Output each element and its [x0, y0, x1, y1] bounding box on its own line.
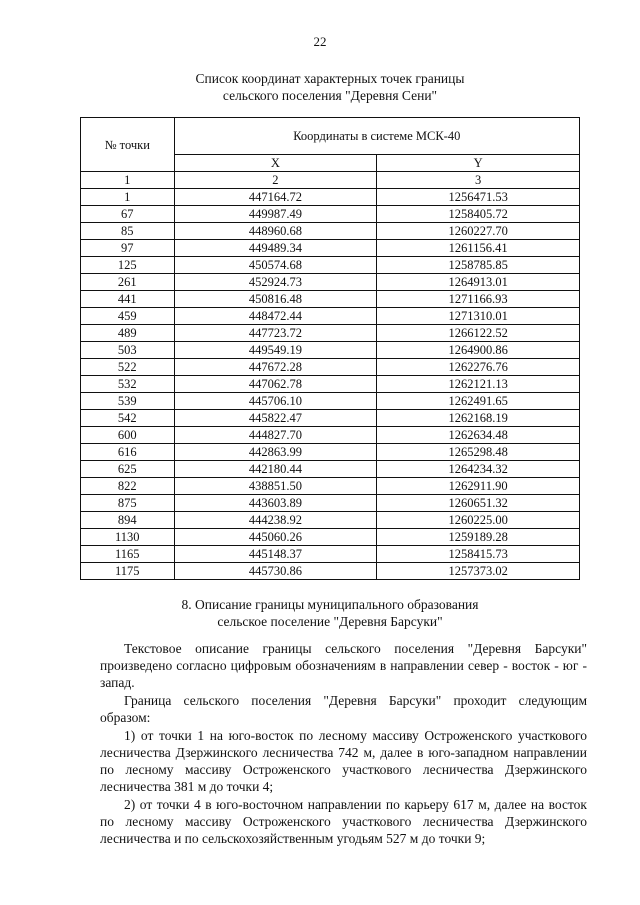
x-coordinate-cell: 444827.70 — [174, 427, 377, 444]
x-coordinate-cell: 449489.34 — [174, 240, 377, 257]
table-title-line1: Список координат характерных точек границы — [195, 71, 465, 86]
y-coordinate-cell: 1259189.28 — [377, 529, 580, 546]
x-coordinate-cell: 445822.47 — [174, 410, 377, 427]
table-row — [81, 563, 580, 580]
y-coordinate-cell: 1258405.72 — [377, 206, 580, 223]
point-number-cell: 1130 — [81, 529, 175, 546]
point-number-cell: 875 — [81, 495, 175, 512]
x-coordinate-cell: 449987.49 — [174, 206, 377, 223]
y-coordinate-cell: 1258785.85 — [377, 257, 580, 274]
x-coordinate-cell: 447164.72 — [174, 189, 377, 206]
paragraph: 2) от точки 4 в юго-восточном направлении по карьеру 617 м, далее на восток по лесному массиву Остроженского участкового лесничества Дзержинского лесничества и по сельскохозяйственным угодьям 527 м до точки 9; — [100, 797, 587, 846]
y-coordinate-cell: 1260225.00 — [377, 512, 580, 529]
point-number-cell: 261 — [81, 274, 175, 291]
x-coordinate-cell: 442863.99 — [174, 444, 377, 461]
y-coordinate-cell: 1260227.70 — [377, 223, 580, 240]
x-coordinate-cell: 447672.28 — [174, 359, 377, 376]
x-coordinate-cell: 449549.19 — [174, 342, 377, 359]
y-coordinate-cell: 1271310.01 — [377, 308, 580, 325]
point-number-cell: 85 — [81, 223, 175, 240]
x-coordinate-cell: 448960.68 — [174, 223, 377, 240]
y-coordinate-cell: 1262634.48 — [377, 427, 580, 444]
y-coordinate-cell: 1262121.13 — [377, 376, 580, 393]
table-row — [81, 308, 580, 325]
y-coordinate-cell: 1271166.93 — [377, 291, 580, 308]
table-row — [81, 291, 580, 308]
y-coordinate-cell: 1262911.90 — [377, 478, 580, 495]
x-coordinate-cell: 447062.78 — [174, 376, 377, 393]
table-row — [81, 410, 580, 427]
point-number-cell: 97 — [81, 240, 175, 257]
paragraph: Текстовое описание границы сельского поселения "Деревня Барсуки" произведено согласно цифровым обозначениям в направлении север - восток - юг - запад. — [100, 641, 587, 690]
x-coordinate-cell: 445148.37 — [174, 546, 377, 563]
x-coordinate-cell: 443603.89 — [174, 495, 377, 512]
point-number-cell: 1175 — [81, 563, 175, 580]
table-row — [81, 376, 580, 393]
y-coordinate-cell: 1262276.76 — [377, 359, 580, 376]
section-title — [80, 596, 580, 630]
x-coordinate-cell: 444238.92 — [174, 512, 377, 529]
paragraph: 1) от точки 1 на юго-восток по лесному массиву Остроженского участкового лесничества Дзержинского лесничества 742 м, далее в юго-западном направлении по лесному массиву Остроженского участкового лесничества Дзержинского лесничества 381 м до точки 4; — [100, 728, 587, 794]
y-coordinate-cell: 1256471.53 — [377, 189, 580, 206]
point-number-cell: 539 — [81, 393, 175, 410]
y-coordinate-cell: 1262168.19 — [377, 410, 580, 427]
table-row — [81, 240, 580, 257]
point-number-cell: 503 — [81, 342, 175, 359]
table-row — [81, 189, 580, 206]
header-coordinate-system: Координаты в системе МСК-40 — [174, 118, 579, 155]
table-row — [81, 325, 580, 342]
point-number-cell: 532 — [81, 376, 175, 393]
table-title-line2: сельского поселения "Деревня Сени" — [222, 88, 438, 103]
point-number-cell: 125 — [81, 257, 175, 274]
table-row — [81, 257, 580, 274]
point-number-cell: 1 — [81, 189, 175, 206]
y-coordinate-cell: 1257373.02 — [377, 563, 580, 580]
x-coordinate-cell: 445730.86 — [174, 563, 377, 580]
point-number-cell: 67 — [81, 206, 175, 223]
point-number-cell: 441 — [81, 291, 175, 308]
table-row — [81, 359, 580, 376]
table-row — [81, 393, 580, 410]
table-row — [81, 223, 580, 240]
point-number-cell: 459 — [81, 308, 175, 325]
y-coordinate-cell: 1264234.32 — [377, 461, 580, 478]
y-coordinate-cell: 1258415.73 — [377, 546, 580, 563]
point-number-cell: 600 — [81, 427, 175, 444]
paragraph: Граница сельского поселения "Деревня Барсуки" проходит следующим образом: — [100, 693, 587, 725]
coordinates-table — [80, 117, 580, 580]
table-row — [81, 461, 580, 478]
section-title-line1: 8. Описание границы муниципального образования — [181, 597, 479, 612]
column-index-row — [81, 172, 580, 189]
x-coordinate-cell: 445060.26 — [174, 529, 377, 546]
x-coordinate-cell: 452924.73 — [174, 274, 377, 291]
column-index-cell: 2 — [174, 172, 377, 189]
table-row — [81, 444, 580, 461]
header-x: X — [174, 155, 377, 172]
page-number: 22 — [313, 34, 327, 49]
column-index-cell: 3 — [377, 172, 580, 189]
point-number-cell: 616 — [81, 444, 175, 461]
x-coordinate-cell: 448472.44 — [174, 308, 377, 325]
table-row — [81, 342, 580, 359]
y-coordinate-cell: 1261156.41 — [377, 240, 580, 257]
point-number-cell: 489 — [81, 325, 175, 342]
column-index-cell: 1 — [81, 172, 175, 189]
x-coordinate-cell: 450816.48 — [174, 291, 377, 308]
x-coordinate-cell: 450574.68 — [174, 257, 377, 274]
point-number-cell: 894 — [81, 512, 175, 529]
x-coordinate-cell: 445706.10 — [174, 393, 377, 410]
point-number-cell: 1165 — [81, 546, 175, 563]
section-title-line2: сельское поселение "Деревня Барсуки" — [217, 614, 443, 629]
y-coordinate-cell: 1264900.86 — [377, 342, 580, 359]
y-coordinate-cell: 1266122.52 — [377, 325, 580, 342]
header-point-number: № точки — [81, 118, 175, 172]
point-number-cell: 542 — [81, 410, 175, 427]
table-row — [81, 546, 580, 563]
y-coordinate-cell: 1260651.32 — [377, 495, 580, 512]
point-number-cell: 625 — [81, 461, 175, 478]
table-row — [81, 529, 580, 546]
point-number-cell: 822 — [81, 478, 175, 495]
y-coordinate-cell: 1262491.65 — [377, 393, 580, 410]
table-row — [81, 478, 580, 495]
table-row — [81, 206, 580, 223]
table-body — [81, 189, 580, 580]
table-row — [81, 274, 580, 291]
x-coordinate-cell: 447723.72 — [174, 325, 377, 342]
header-y: Y — [377, 155, 580, 172]
table-row — [81, 427, 580, 444]
table-row — [81, 512, 580, 529]
body-text — [100, 640, 587, 848]
y-coordinate-cell: 1265298.48 — [377, 444, 580, 461]
table-row — [81, 495, 580, 512]
table-title — [80, 70, 580, 104]
x-coordinate-cell: 442180.44 — [174, 461, 377, 478]
y-coordinate-cell: 1264913.01 — [377, 274, 580, 291]
point-number-cell: 522 — [81, 359, 175, 376]
x-coordinate-cell: 438851.50 — [174, 478, 377, 495]
